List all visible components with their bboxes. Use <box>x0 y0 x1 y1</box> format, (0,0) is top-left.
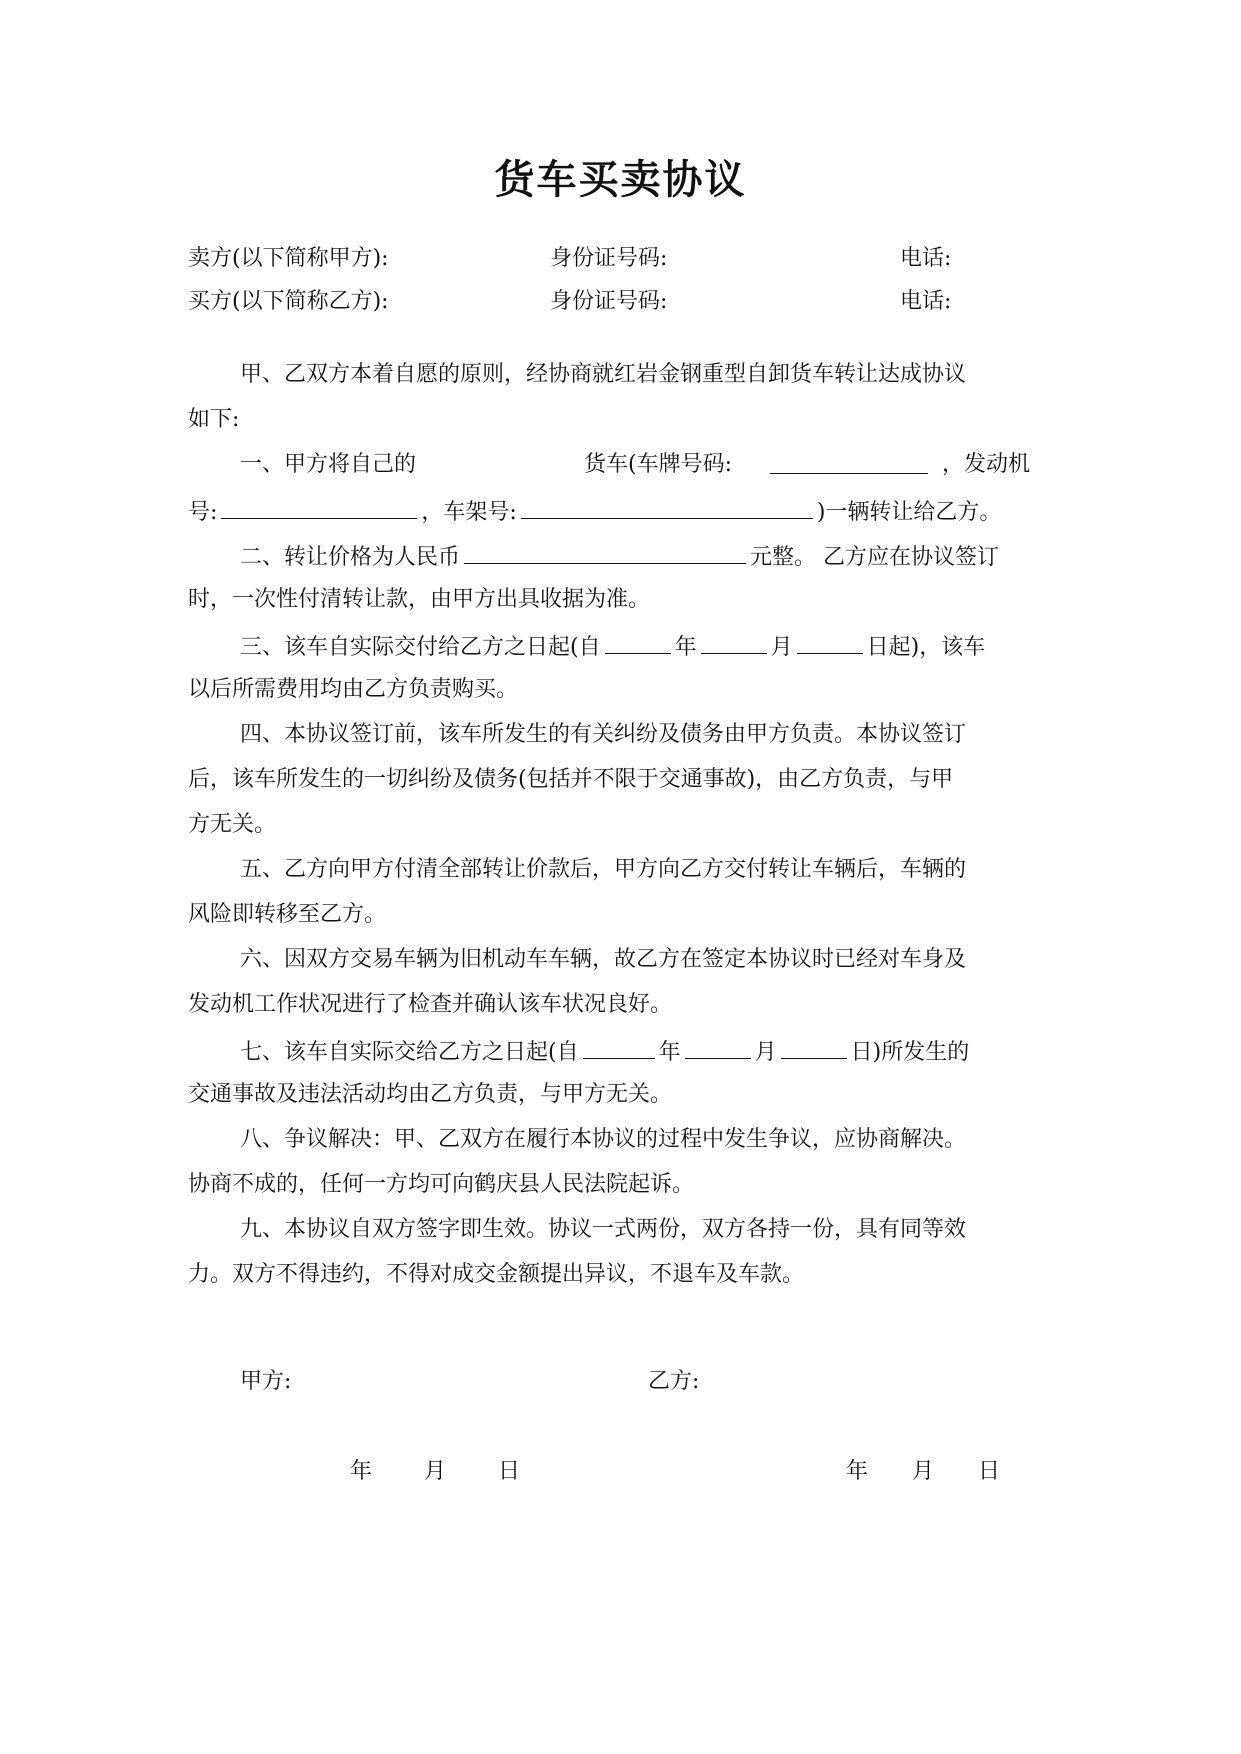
price-blank[interactable] <box>464 539 746 564</box>
clause-3-text-b: 日起)，该车 <box>866 635 986 660</box>
clause-7-text-b: 日)所发生的 <box>850 1040 970 1065</box>
clause-7-line-2: 交通事故及违法活动均由乙方负责，与甲方无关。 <box>188 1082 673 1107</box>
clause-2-line-1 <box>188 539 1120 574</box>
clause-1-text-f: )一辆转让给乙方。 <box>816 500 1002 525</box>
liability-day-blank[interactable] <box>781 1034 847 1059</box>
party-a-date-month: 月 <box>424 1459 447 1484</box>
clause-1-text-e: ，车架号: <box>421 500 517 525</box>
liability-month-blank[interactable] <box>685 1034 751 1059</box>
liability-year-blank[interactable] <box>583 1034 655 1059</box>
engine-number-blank[interactable] <box>221 494 417 519</box>
party-a-signature-label: 甲方: <box>240 1369 292 1394</box>
document-title: 货车买卖协议 <box>494 157 747 203</box>
seller-phone-label: 电话: <box>900 246 952 271</box>
clause-1-text-d: 号: <box>188 500 218 525</box>
clause-4-line-2: 后，该车所发生的一切纠纷及债务(包括并不限于交通事故)，由乙方负责，与甲 <box>188 767 954 792</box>
clause-7-month: 月 <box>754 1040 777 1065</box>
clause-8-line-1: 八、争议解决：甲、乙双方在履行本协议的过程中发生争议，应协商解决。 <box>240 1127 967 1152</box>
clause-1-text-a: 一、甲方将自己的 <box>240 452 417 477</box>
clause-3-line-1 <box>188 629 1120 664</box>
clause-9-line-1: 九、本协议自双方签字即生效。协议一式两份，双方各持一份，具有同等效 <box>240 1217 967 1242</box>
clause-3-line-2: 以后所需费用均由乙方负责购买。 <box>188 677 519 702</box>
clause-2-text-a: 二、转让价格为人民币 <box>240 545 461 570</box>
clause-3-year: 年 <box>674 635 697 660</box>
party-b-date-day: 日 <box>978 1459 1001 1484</box>
buyer-phone-label: 电话: <box>900 289 952 314</box>
clause-1-text-c: ，发动机 <box>942 452 1031 477</box>
clause-1-line-2 <box>188 494 1068 529</box>
frame-number-blank[interactable] <box>521 494 813 519</box>
clause-8-line-2: 协商不成的，任何一方均可向鹤庆县人民法院起诉。 <box>188 1172 695 1197</box>
intro-line-2: 如下: <box>188 407 240 432</box>
clause-2-line-2: 时，一次性付清转让款，由甲方出具收据为准。 <box>188 587 651 612</box>
handover-year-blank[interactable] <box>605 629 671 654</box>
party-b-signature-label: 乙方: <box>648 1369 700 1394</box>
clause-3-month: 月 <box>770 635 793 660</box>
clause-6-line-1: 六、因双方交易车辆为旧机动车车辆，故乙方在签定本协议时已经对车身及 <box>240 947 967 972</box>
party-b-date-month: 月 <box>912 1459 935 1484</box>
party-b-date-year: 年 <box>846 1459 869 1484</box>
clause-4-line-1: 四、本协议签订前，该车所发生的有关纠纷及债务由甲方负责。本协议签订 <box>240 722 967 747</box>
buyer-label: 买方(以下简称乙方): <box>188 289 389 314</box>
clause-4-line-3: 方无关。 <box>188 812 277 837</box>
intro-line-1: 甲、乙双方本着自愿的原则，经协商就红岩金钢重型自卸货车转让达成协议 <box>240 362 967 387</box>
clause-3-text-a: 三、该车自实际交付给乙方之日起(自 <box>240 635 601 660</box>
handover-day-blank[interactable] <box>797 629 863 654</box>
seller-id-label: 身份证号码: <box>550 246 668 271</box>
seller-label: 卖方(以下简称甲方): <box>188 246 389 271</box>
clause-6-line-2: 发动机工作状况进行了检查并确认该车状况良好。 <box>188 992 673 1017</box>
party-b-date <box>846 1456 1000 1488</box>
clause-7-line-1 <box>188 1034 1120 1069</box>
party-a-date-day: 日 <box>498 1459 521 1484</box>
clause-5-line-1: 五、乙方向甲方付清全部转让价款后，甲方向乙方交付转让车辆后，车辆的 <box>240 857 967 882</box>
party-a-date-year: 年 <box>350 1459 373 1484</box>
clause-9-line-2: 力。双方不得违约，不得对成交金额提出异议，不退车及车款。 <box>188 1262 805 1287</box>
clause-2-text-b: 元整。 乙方应在协议签订 <box>750 545 1000 570</box>
buyer-id-label: 身份证号码: <box>550 289 668 314</box>
party-a-date <box>350 1456 520 1488</box>
clause-7-text-a: 七、该车自实际交给乙方之日起(自 <box>240 1040 579 1065</box>
clause-1-text-b: 货车(车牌号码: <box>584 452 732 477</box>
clause-5-line-2: 风险即转移至乙方。 <box>188 902 387 927</box>
clause-7-year: 年 <box>658 1040 681 1065</box>
handover-month-blank[interactable] <box>701 629 767 654</box>
plate-number-blank[interactable] <box>770 449 928 474</box>
